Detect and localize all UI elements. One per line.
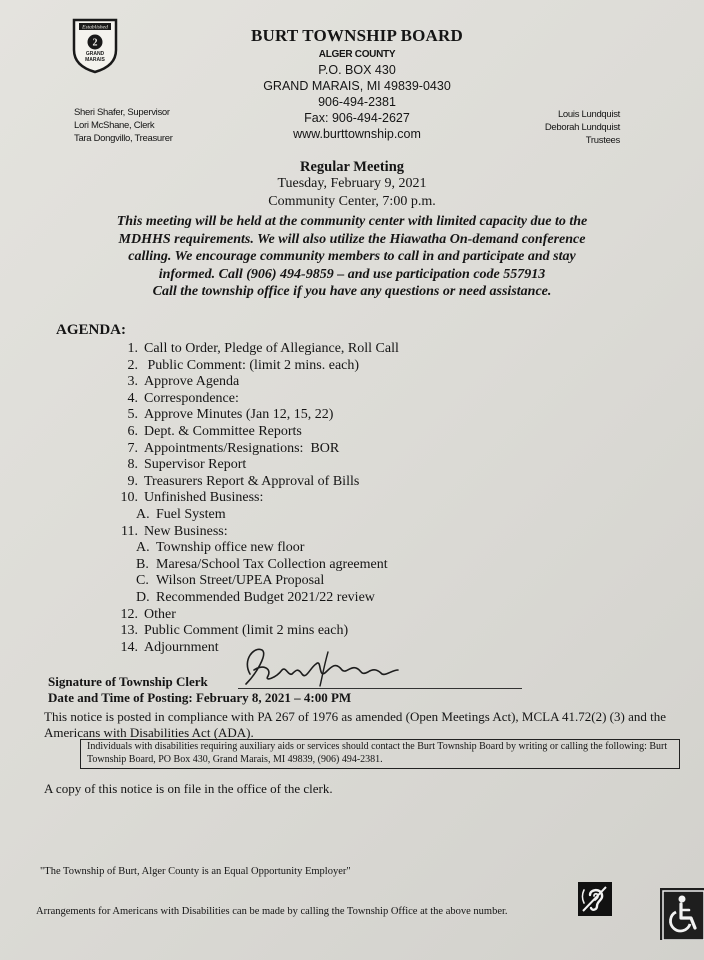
agenda-subitem — [110, 590, 399, 607]
agenda-item-text: Call to Order, Pledge of Allegiance, Roll Call — [144, 341, 399, 356]
agenda-item-number: 9. — [127, 473, 138, 489]
agenda-subitem-letter: D. — [136, 589, 150, 605]
agenda-item — [110, 474, 399, 491]
posting-date-time: Date and Time of Posting: February 8, 2021 – 4:00 PM — [48, 690, 352, 705]
agenda-item — [110, 457, 399, 474]
ada-arrangements-note: Arrangements for Americans with Disabilities can be made by calling the Township Office at the above number. — [36, 906, 508, 917]
agenda-item-text: Correspondence: — [144, 390, 239, 406]
notice-line: Call the township office if you have any questions or need assistance. — [152, 284, 552, 300]
notice-line: calling. We encourage community members to call in and participate and stay — [128, 249, 576, 265]
agenda-heading: AGENDA: — [56, 322, 126, 338]
agenda-item — [110, 623, 399, 640]
phone-number: 906-494-2381 — [318, 95, 396, 109]
agenda-item-number: 13. — [120, 623, 138, 639]
agenda-item — [110, 607, 399, 624]
agenda-subitem — [110, 507, 399, 524]
meeting-notice — [40, 213, 664, 301]
agenda-item-text: Dept. & Committee Reports — [144, 423, 302, 439]
agenda-item-text: Township office new floor — [156, 540, 305, 556]
compliance-statement: This notice is posted in compliance with PA 267 of 1976 as amended (Open Meetings Act), MCLA 41.72(2) (3) and the Americans with Disabilities Act (ADA). — [44, 709, 666, 740]
agenda-list — [110, 341, 399, 656]
agenda-item-number: 5. — [127, 407, 138, 423]
po-box: P.O. BOX 430 — [318, 63, 396, 77]
agenda-item-text: Unfinished Business: — [144, 490, 264, 506]
agenda-item-text: Fuel System — [156, 506, 226, 522]
agenda-item-text: Maresa/School Tax Collection agreement — [156, 556, 388, 572]
agenda-item — [110, 358, 399, 375]
county-name: ALGER COUNTY — [318, 49, 396, 60]
svg-text:2: 2 — [92, 37, 98, 49]
agenda-item-text: Recommended Budget 2021/22 review — [156, 589, 375, 605]
agenda-item-text: Adjournment — [144, 639, 219, 655]
agenda-subitem-letter: B. — [136, 556, 149, 572]
agenda-subitem-letter: A. — [136, 506, 150, 522]
agenda-item — [110, 407, 399, 424]
agenda-item-text: Approve Agenda — [144, 374, 240, 390]
copy-on-file-notice: A copy of this notice is on file in the office of the clerk. — [44, 781, 333, 796]
agenda-item-number: 7. — [127, 440, 138, 456]
officer-clerk: Lori McShane, Clerk — [74, 120, 155, 131]
website-link[interactable]: www.burttownship.com — [293, 127, 421, 141]
agenda-item-text: Appointments/Resignations: BOR — [144, 440, 340, 456]
agenda-item-text: Treasurers Report & Approval of Bills — [144, 473, 360, 489]
agenda-item-text: Supervisor Report — [144, 457, 247, 473]
city-address: GRAND MARAIS, MI 49839-0430 — [263, 79, 451, 93]
agenda-item-number: 6. — [127, 423, 138, 439]
agenda-item-number: 10. — [120, 490, 138, 506]
notice-line: informed. Call (906) 494-9859 – and use participation code 557913 — [158, 266, 546, 282]
seal-text-established: Established — [82, 24, 108, 31]
trustees-label: Trustees — [585, 135, 620, 146]
meeting-title: Regular Meeting — [299, 159, 405, 175]
agenda-subitem — [110, 540, 399, 557]
agenda-item-text: Public Comment: (limit 2 mins. each) — [144, 357, 360, 373]
agenda-item-text: New Business: — [144, 523, 228, 539]
officers-list — [74, 106, 173, 145]
clerk-signature — [232, 640, 422, 696]
agenda-subitem-letter: A. — [136, 540, 150, 556]
agenda-item — [110, 341, 399, 358]
meeting-location: Community Center, 7:00 p.m. — [268, 194, 436, 209]
agenda-item-text: Wilson Street/UPEA Proposal — [156, 573, 325, 589]
ada-notice-box: Individuals with disabilities requiring auxiliary aids or services should contact the Burt Township Board by writing or calling the following: Burt Township Board, PO Box 430, Grand Marais, MI 49839, (906) 494-2381. — [80, 739, 680, 769]
agenda-item-number: 11. — [121, 523, 138, 539]
agenda-item — [110, 441, 399, 458]
trustees-list — [520, 108, 620, 147]
agenda-item-number: 14. — [120, 639, 138, 655]
notice-line: This meeting will be held at the community center with limited capacity due to the — [116, 214, 588, 229]
agenda-item-number: 8. — [127, 457, 138, 473]
agenda-item-number: 1. — [127, 341, 138, 356]
wheelchair-accessible-icon — [660, 888, 704, 940]
agenda-item — [110, 424, 399, 441]
agenda-item — [110, 374, 399, 391]
seal-text-grand: GRAND — [85, 51, 105, 57]
fax-number: Fax: 906-494-2627 — [304, 111, 410, 125]
agenda-item-number: 12. — [120, 606, 138, 622]
agenda-subitem — [110, 573, 399, 590]
agenda-subitem — [110, 557, 399, 574]
signature-label: Signature of Township Clerk — [48, 674, 208, 689]
meeting-date: Tuesday, February 9, 2021 — [277, 176, 427, 191]
equal-opportunity-statement: "The Township of Burt, Alger County is an Equal Opportunity Employer" — [40, 866, 351, 877]
agenda-item — [110, 490, 399, 507]
township-seal-icon — [70, 16, 120, 74]
trustee-1: Louis Lundquist — [557, 109, 620, 120]
agenda-item — [110, 391, 399, 408]
agenda-item-text: Public Comment (limit 2 mins each) — [144, 623, 349, 639]
agenda-item-text: Other — [144, 606, 176, 622]
agenda-item-text: Approve Minutes (Jan 12, 15, 22) — [144, 407, 334, 423]
trustee-2: Deborah Lundquist — [544, 122, 620, 133]
notice-line: MDHHS requirements. We will also utilize the Hiawatha On-demand conference — [118, 231, 586, 247]
agenda-item-number: 4. — [127, 390, 138, 406]
officer-supervisor: Sheri Shafer, Supervisor — [74, 107, 170, 118]
agenda-item — [110, 524, 399, 541]
officer-treasurer: Tara Dongvillo, Treasurer — [74, 133, 173, 144]
agenda-item-number: 2. — [127, 357, 138, 373]
board-name: BURT TOWNSHIP BOARD — [251, 26, 463, 45]
agenda-item-number: 3. — [127, 374, 138, 390]
hearing-assistance-icon — [578, 882, 612, 916]
seal-text-marais: MARAIS — [85, 57, 105, 63]
agenda-subitem-letter: C. — [136, 573, 149, 589]
